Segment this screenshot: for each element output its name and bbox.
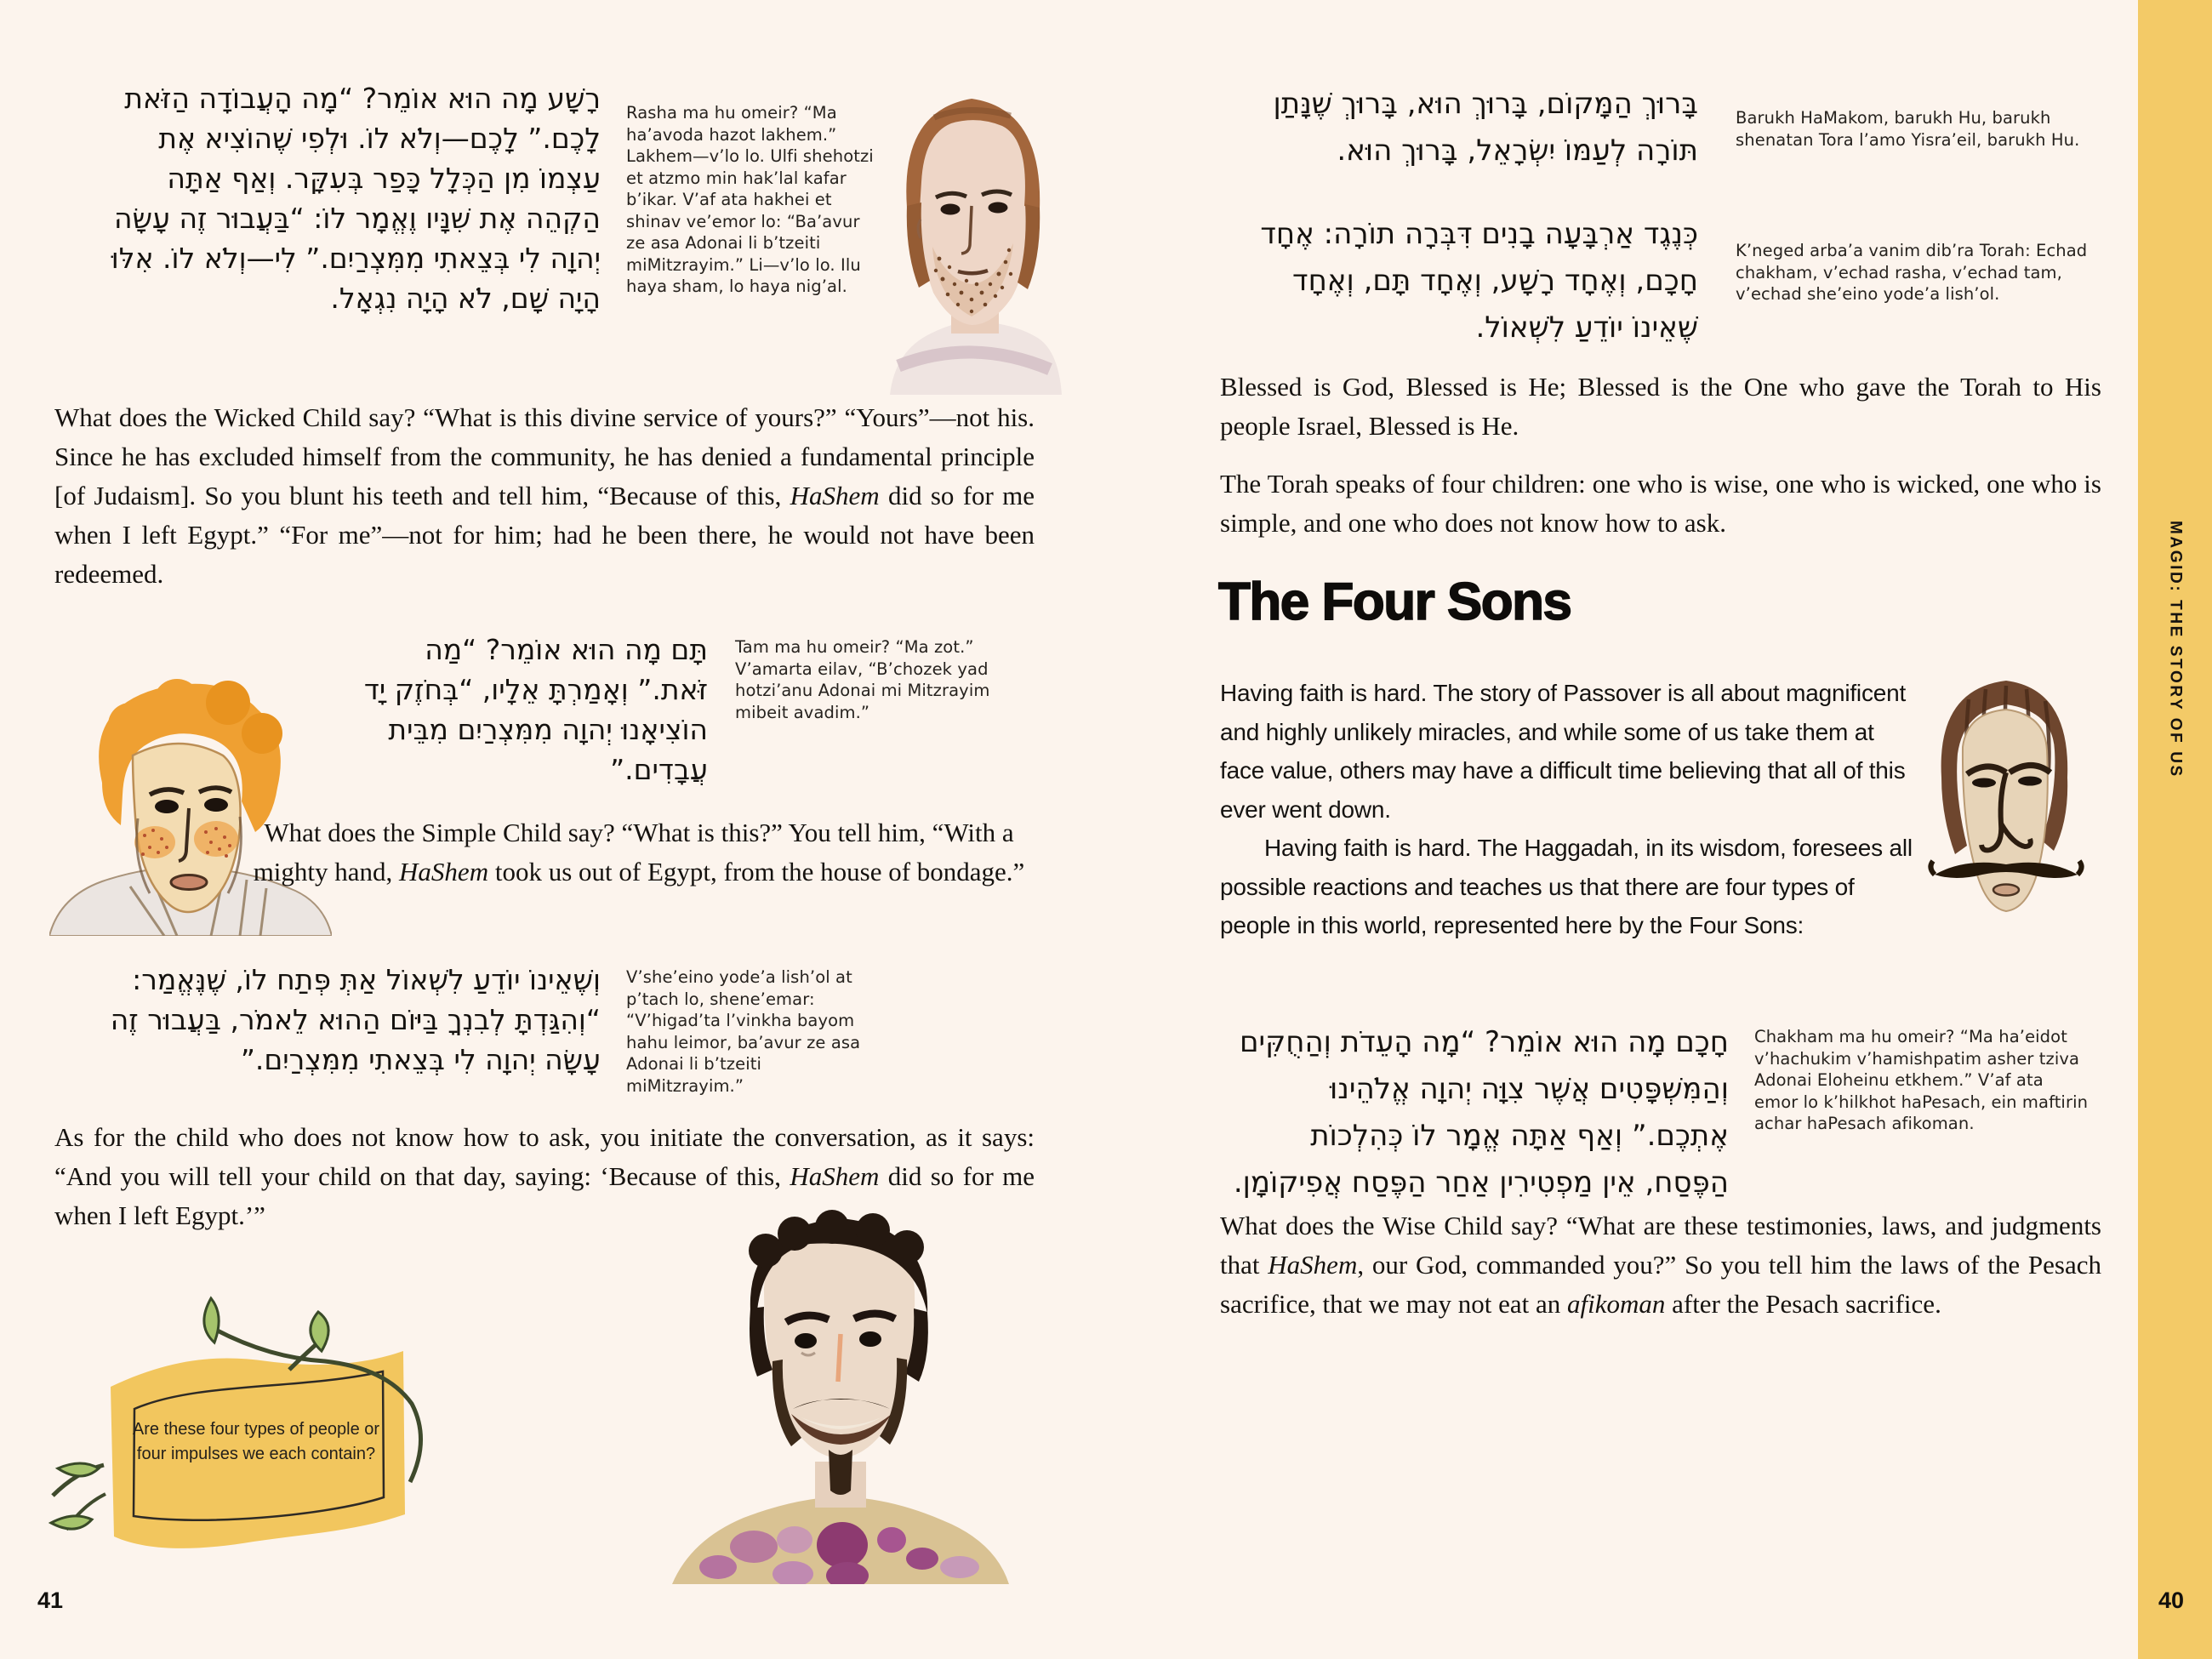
wicked-child-english-text: What does the Wicked Child say? “What is this divine service of yours?” “Yours”—not his. Since he has excluded himself from the community, he has denied a fundamental principle [of Judaism]. So you blunt his teeth and tell him, “Because of this, HaShem did so for me when I left Egypt.” “For me”—not for him; had he been there, he would not have been redeemed. bbox=[54, 402, 1035, 589]
question-banner-text: Are these four types of people or four impulses we each contain? bbox=[132, 1420, 380, 1463]
torah-speaks-english-text: The Torah speaks of four children: one who is wise, one who is wicked, one who is simple, and one who does not know how to ask. bbox=[1220, 469, 2101, 538]
wise-child-portrait-illustration bbox=[1924, 665, 2084, 929]
no-ask-child-portrait-illustration bbox=[665, 1206, 1016, 1584]
wicked-child-portrait-illustration bbox=[883, 70, 1063, 395]
simple-child-hebrew-text: תָּם מָה הוּא אוֹמֵר? “מַה זֹּאת.” וְאָמַרְתָּ אֵלָיו, “בְּחֹזֶק יָד הוֹצִיאָנוּ יְהוָה מִמִּצְרַיִם מִבֵּית עֲבָדִים.” bbox=[363, 633, 708, 786]
intro-paragraph-2: Having faith is hard. The Haggadah, in its wisdom, foresees all possible reactions and teaches us that there are four types of people in this world, represented here by the Four Sons: bbox=[1220, 835, 1913, 938]
blessing-english-text: Blessed is God, Blessed is He; Blessed is the One who gave the Torah to His people Israel, Blessed is He. bbox=[1220, 372, 2101, 441]
chapter-sidebar bbox=[2138, 0, 2212, 1659]
wise-child-transliteration: Chakham ma hu omeir? “Ma ha’eidot v’hachukim v’hamishpatim asher tziva Adonai Eloheinu etkhem.” V’af ata emor lo k’hilkhot haPesach, ein maftirin achar haPesach afikoman. bbox=[1754, 1027, 2089, 1133]
right-page-number: 40 bbox=[2158, 1588, 2185, 1613]
intro-paragraph-1: Having faith is hard. The story of Passover is all about magnificent and highly unlikely miracles, and while some of us take them at face value, others may have a difficult time believing that all of this ever went down. bbox=[1220, 680, 1907, 823]
blessing-transliteration: Barukh HaMakom, barukh Hu, barukh shenatan Tora l’amo Yisra’eil, barukh Hu. bbox=[1736, 108, 2080, 150]
no-ask-child-transliteration: V’she’eino yode’a lish’ol at p’tach lo, shene’emar: “V’higad’ta l’vinkha bayom hahu leimor, ba’avur ze asa Adonai li b’tzeiti miMitzrayim.” bbox=[626, 967, 861, 1096]
simple-child-portrait-illustration bbox=[49, 674, 332, 936]
four-sons-intro-text bbox=[1220, 674, 1924, 945]
no-ask-child-english-text: As for the child who does not know how to ask, you initiate the conversation, as it says: “And you will tell your child on that day, saying: ‘Because of this, HaShem did so for me when I left Egypt.’” bbox=[54, 1122, 1035, 1230]
four-children-transliteration: K’neged arba’a vanim dib’ra Torah: Echad chakham, v’echad rasha, v’echad tam, v’echad she’eino yode’a lish’ol. bbox=[1736, 241, 2088, 304]
blessing-hebrew-text: בָּרוּךְ הַמָּקוֹם, בָּרוּךְ הוּא, בָּרוּךְ שֶׁנָּתַן תּוֹרָה לְעַמּוֹ יִשְׂרָאֵל, בָּרוּךְ הוּא. bbox=[1273, 87, 1698, 168]
section-heading: The Four Sons bbox=[1218, 573, 1571, 631]
simple-child-english-text: What does the Simple Child say? “What is this?” You tell him, “With a mighty hand, HaShem took us out of Egypt, from the house of bondage.” bbox=[253, 818, 1025, 887]
four-children-hebrew-text: כְּנֶגֶד אַרְבָּעָה בָנִים דִּבְּרָה תוֹרָה: אֶחָד חָכָם, וְאֶחָד רָשָׁע, וְאֶחָד תָּם, וְאֶחָד שֶׁאֵינוֹ יוֹדֵעַ לִשְׁאוֹל. bbox=[1260, 217, 1698, 345]
simple-child-transliteration: Tam ma hu omeir? “Ma zot.” V’amarta eilav, “B’chozek yad hotzi’anu Adonai mi Mitzrayim mibeit avadim.” bbox=[735, 637, 990, 722]
wicked-child-hebrew-text: רָשָׁע מָה הוּא אוֹמֵר? “מָה הָעֲבוֹדָה הַזֹּאת לָכֶם.” לָכֶם—וְלֹא לוֹ. וּלְפִי שֶׁהוֹצִיא אֶת עַצְמוֹ מִן הַכְּלָל כָּפַר בְּעִקָּר. וְאַף אַתָּה הַקְהֵה אֶת שִׁנָּיו וֶאֱמָר לוֹ: “בַּעֲבוּר זֶה עָשָׂה יְהוָה לִי בְּצֵאתִי מִמִּצְרַיִם.” לִי—וְלֹא לוֹ. אִלּוּ הָיָה שָׁם, לֹא הָיָה נִגְאָל. bbox=[111, 82, 601, 315]
wicked-child-transliteration: Rasha ma hu omeir? “Ma ha’avoda hazot lakhem.” Lakhem—v’lo lo. Ulfi shehotzi et atzmo min hak’lal kafar b’ikar. V’af ata hakhei et shinav ve’emor lo: “Ba’avur ze asa Adonai li b’tzeiti miMitzrayim.” Li—v’lo lo. Ilu haya sham, lo haya nig’al. bbox=[626, 103, 874, 296]
left-page-number: 41 bbox=[37, 1588, 64, 1613]
no-ask-child-hebrew-text: וְשֶׁאֵינוֹ יוֹדֵעַ לִשְׁאוֹל אַתְּ פְּתַח לוֹ, שֶׁנֶּאֱמַר: “וְהִגַּדְתָּ לְבִנְךָ בַּיּוֹם הַהוּא לֵאמֹר, בַּעֲבוּר זֶה עָשָׂה יְהוָה לִי בְּצֵאתִי מִמִּצְרַיִם.” bbox=[110, 963, 601, 1076]
chapter-sidebar-label: MAGID: THE STORY OF US bbox=[2166, 520, 2185, 778]
wise-child-english-text: What does the Wise Child say? “What are these testimonies, laws, and judgments that HaShem, our God, commanded you?” So you tell him the laws of the Pesach sacrifice, that we may not eat an afikoman after the Pesach sacrifice. bbox=[1220, 1211, 2101, 1319]
wise-child-hebrew-text: חָכָם מָה הוּא אוֹמֵר? “מָה הָעֵדֹת וְהַחֻקִּים וְהַמִּשְׁפָּטִים אֲשֶׁר צִוָּה יְהוָה אֱלֹהֵינוּ אֶתְכֶם.” וְאַף אַתָּה אֱמָר לוֹ כְּהִלְכוֹת הַפֶּסַח, אֵין מַפְטִירִין אַחַר הַפֶּסַח אֲפִיקוֹמָן. bbox=[1233, 1025, 1729, 1200]
